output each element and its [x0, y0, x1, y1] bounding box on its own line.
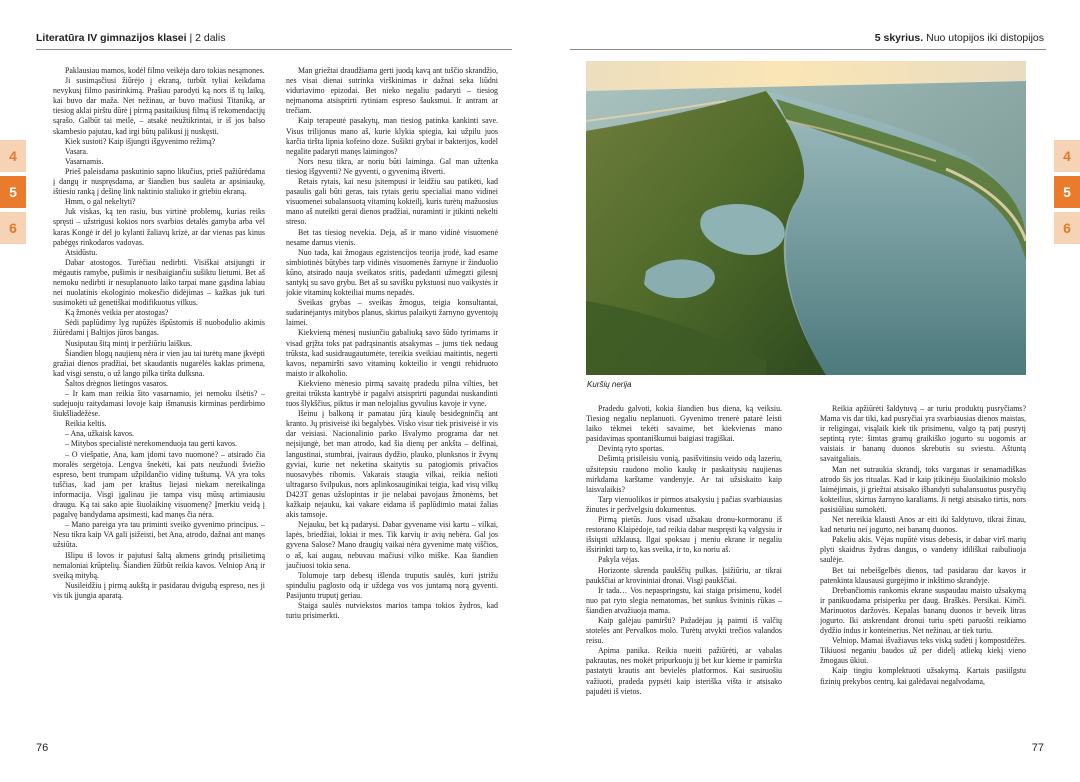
chapter-number: 5 skyrius.: [874, 32, 924, 44]
paragraph: Kaip terapeutė pasakytų, man tiesiog patinka kankinti save. Visus trilijonus mano aš, kurie klykia spiegia, kai užpilu juos karčia tiršta lipnia kofeino doze. Sušikti grybai ir bakterijos, kodėl negalite padaryti manęs laimingos?: [286, 116, 498, 156]
paragraph: Kiekvieną mėnesį nusiunčiu gabaliuką savo šūdo tyrimams ir visad grįžta toks pat padrąsinantis atsakymas – jums tiek nedaug trūksta, kad susidraugautumėte, tereikia sveikiau maitintis, negerti kavos, nepamiršti savo vitaminų kokteilio ir vengti rehidruoto maisto ir alkoholio.: [286, 328, 498, 378]
chapter-tab-5[interactable]: 5: [0, 176, 26, 208]
paragraph: Reikia apžiūrėti šaldytuvą – ar turiu produktų pusryčiams? Mama vis dar tiki, kad pusryčiai yra svarbiausias dienos maistas, ir religingai, visąlaik kiek tik prisimenu, valgo tą patį pusrytį septintą ryte: šimtas gramų graikiško jogurto su uogomis ar vaisiais ir bananų duonos skrebutis su sviestu. Aštuntą savaitgaliais.: [820, 404, 1026, 464]
paragraph: Šiandien blogų naujienų nėra ir vien jau tai turėtų mane įkvėpti gražiai dienos pradžiai, bet skaudantis nugarėlės kaklas primena, kad visgi senstu, o už lango pilka tiršta dulksna.: [53, 348, 265, 378]
paragraph: Juk viskas, ką ten rasiu, bus virtinė problemų, kurias reiks spręsti – užstrigusi kokios nors svarbios detalės gamyba arba vėl karas Kongė ir dėl jo kylanti žaliavų krizė, ar dar vienas pas kinus pabėgęs rinkodaros vadovas.: [53, 207, 265, 247]
paragraph: Pakeliu akis. Vėjas nupūtė visus debesis, ir dabar virš marių plyti skaidrus žydras dangus, o vandeny idiliškai raibuliuoja saulėje.: [820, 535, 1026, 565]
text-column-3: [586, 404, 782, 730]
paragraph: Velniop. Mamai išvažiavus teks viską sudėti į kompostdėžes. Tikiuosi neganiu baudos už per didelį atliekų kiekį vieno žmogaus ūkiui.: [820, 636, 1026, 666]
left-running-header: [36, 32, 225, 48]
paragraph: – Mitybos specialistė nerekomenduoja tau gerti kavos.: [65, 439, 238, 449]
paragraph: Retais rytais, kai nesu įsitempusi ir leidžiu sau patikėti, kad pasaulis gali būti geras, tais rytais geriu specialiai mano vidinei visuomenei subalansuotą vitaminų kokteilį, kuris turėtų mažuosius mano aš nuteikti gerai dienos pradžiai, nuraminti ir įtikinti nekelti streso.: [286, 177, 498, 227]
paragraph: Atsidūstu.: [65, 247, 98, 257]
chapter-tab-5[interactable]: 5: [1054, 176, 1080, 208]
paragraph: Nusileidžiu į pirmą aukštą ir pasidarau dvigubą espreso, nes ji vis tik įjungia aparatą.: [53, 580, 265, 600]
paragraph: Nuo tada, kai žmogaus egzistencijos teorija įrodė, kad esame simbiotinės būtybės tarp vidinės visuomenės žarnyne ir žinduolio kūno, atsirado nauja sveikatos sritis, padedanti užmegzti gilesnį santykį su savo grybu. Bet aš su savišku pykstuosi nuo vaikystės ir jokie vitaminų kokteiliai mums nepadės.: [286, 247, 498, 298]
paragraph: Horizonte skrenda paukščių pulkas. Įsižiūriu, ar tikrai paukščiai ar krovininiai dronai. Visgi paukščiai.: [586, 565, 782, 585]
paragraph: – Mano pareiga yra tau priminti sveiko gyvenimo principus. – Nesu tikra kaip VA gali įsižeisti, bet Ana, atrodo, dažnai ant manęs užsiūta.: [53, 520, 265, 550]
book-title: Literatūra IV gimnazijos klasei: [36, 32, 187, 44]
paragraph: Ji susimąsčiusi žiūrėjo į ekraną, turbūt tyliai keikdama nevykusį filmo pasirinkimą. Prašiau parodyti ką nors iš tų laikų, kai buvo dar maža. Net nežinau, ar buvo mačiusi Titaniką, ar tiesiog aklai pirštu dūrė į pirmą pasitaikiusį filmą iš rekomendacijų sąrašo. Galbūt tai meilė, – atsakė neužtikrintai, ir iš jos balso skambesio pajutau, kad irgi būtų palikusi jį nuskęsti.: [53, 76, 265, 136]
paragraph: Staiga saulės nutviekstos marios tampa tokios žydros, kad turiu prisimerkti.: [286, 600, 498, 621]
paragraph: – Ir kam man reikia šito vasarnamio, jei nemoku ilsėtis? – sudejuoju raitydamasi lovoje kaip išmanusis kirminas perdirbimo šiukšliadėžėse.: [53, 389, 265, 419]
paragraph: Nejauku, bet ką padarysi. Dabar gyvename visi kartu – vilkai, lapės, briedžiai, lokiai ir mes. Tik karvių ir avių nebėra. Gal jos gyvena Salose? Mano draugių vaikai nėra gyvenime matę viščios, o aš, kai augau, nebuvau mačiusi vilko miške. Kaa šiandien jaučiuosi tokia sena.: [286, 520, 498, 570]
chapter-tabs-left: [0, 140, 26, 248]
paragraph: Devintą ryto sportas.: [598, 444, 664, 454]
paragraph: Pirmą pietūs. Juos visad užsakau dronu-kormoranu iš restorano Klaipėdoje, tad reikia dabar nuspręsti ką valgysiu ir išsiųsti užklausą. Ilgai spoksau į meniu ekrane ir negaliu išsirinkti tarp to, kas sveika, ir to, ko noriu aš.: [586, 515, 782, 555]
paragraph: Bet tai nebeišgelbės dienos, tad pasidarau dar kavos ir patenkinta klausausi gurgėjimo ir inkštimo skrandyje.: [820, 565, 1026, 585]
paragraph: Ir tada… Vos nepaspringstu, kai staiga prisimenu, kodėl nuo pat ryto slegia nematomas, bet sunkus švininis rūkas – šiandien atvažiuoja mama.: [586, 585, 782, 615]
chapter-tab-6[interactable]: 6: [0, 212, 26, 244]
paragraph: Sveikas grybas – sveikas žmogus, teigia konsultantai, sudarinėjantys mitybos planus, skirtus palaikyti žarnyno gyventojų laimei.: [286, 298, 498, 328]
header-rule-right: [570, 49, 1046, 50]
paragraph: Prieš paleisdama paskutinio sapno likučius, prieš pažiūrėdama į dangų ir nuspręsdama, ar šiandien bus saulėta ar apsiniaukę, ištiesiu ranką į dešinę link naktinio staliuko ir griebiu ekraną.: [53, 166, 265, 197]
paragraph: Kaip galėjau pamiršti? Pažadėjau ją paimti iš valčių stotelės ant Pervalkos molo. Turėtų atvykti trečios valandos reisu.: [586, 615, 782, 646]
curonian-spit-photo: [586, 61, 1026, 375]
text-column-2: [286, 66, 498, 731]
paragraph: Apima panika. Reikia nueiti pažiūrėti, ar vabalas pakrautas, nes mokėt pripurkuoju jį bet kur kieme ir pamiršta pastatyti krautis ant bevielės platformos. Kai susiruošiu važiuoti, pradeda pypsėti kaip isteriška višta ir atsisako pajudėti iš vietos.: [586, 646, 782, 696]
chapter-tabs-right: [1054, 140, 1080, 248]
paragraph: Išeinu į balkoną ir pamatau jūrą kiaulę besidegninčią ant kranto. Jų prisiveisė iki begalybės. Visko visur tiek prisiveisė ir vis dar veisiasi. Nacionalinio parko Išvalymo programa dar net neįsijungė, bet man atrodo, kad šia dienų per ankšta – delfinai, langustinai, stumbrai, įvairaus dydžio, plauko, plunksnos ir žvynų gyviai, kurie net neketina skaitytis su patogiomis privačios nuosavybės ribomis. Vakarais staugia vilkai, reikia nešioti ultragarso švilpukus, nors aplinkosauginikai teigia, kad visų vilkų D423T genas užslopintas ir jie nelabai pavojaus žmonėms, bet kažkaip nejauku, kai vakare eidama iš paplūdimio matai žalias akis tamsoje.: [286, 409, 498, 520]
paragraph: Pakyla vėjas.: [598, 555, 640, 565]
page-number-right: 77: [1031, 742, 1044, 754]
paragraph: Vasarnamis.: [65, 156, 104, 166]
paragraph: Tolumoje tarp debesų išlenda truputis saulės, kuri įstrižu spinduliu paglosto odą ir uždega vos vos juntamą norą gyventi. Pasijuntu truputį geriau.: [286, 570, 498, 600]
paragraph: – Ana, užkaisk kavos.: [65, 429, 135, 439]
text-column-1: [53, 66, 265, 731]
paragraph: Išlipu iš lovos ir pajutusi šaltą akmens grindų prisilietimą nemaloniai krūptelių. Šiandien žūtbūt reikia kavos. Velniop Aną ir sveiką mitybą.: [53, 550, 265, 580]
paragraph: Kiekvieno mėnesio pirmą savaitę pradedu pilna vilties, bet greitai trūksta kantrybė ir pagalvi atsisprirti pagundai nuskandinti tuos šlykščius, piktus ir man nelojalius gyvulius kavoje ir vyne.: [286, 378, 498, 409]
chapter-tab-4[interactable]: 4: [1054, 140, 1080, 172]
right-running-header: [875, 32, 1044, 48]
paragraph: Reikia keltis.: [65, 419, 107, 429]
paragraph: Kaip tingiu komplektuoti užsakymą. Kartais pasiilgstu fizinių prekybos centrų, kai galėdavai negalvodama,: [820, 666, 1026, 686]
paragraph: Kiek sustoti? Kaip išjungti išgyvenimo režimą?: [65, 136, 216, 146]
paragraph: Man griežtai draudžiama gerti juodą kavą ant tuščio skrandžio, nes visai dienai sutrinka virškinimas ir dažnai seka liūdni viduriavimo epizodai. Bet nieko negaliu padaryti – tiesiog nejmanoma atsisprirti rytiniam espreso šauksmui. Ir antram ar trečiam.: [286, 66, 498, 116]
photo-caption: Kuršių nerija: [587, 380, 632, 389]
chapter-tab-4[interactable]: 4: [0, 140, 26, 172]
paragraph: Dešimtą prisileisiu vonią, pasišvitinsiu veido odą lazeriu, užsitepsiu raudono molio kaukę ir paskaitysiu naujienas mirkdama karštame vandenyje. Ar tai užsiskaito kaip laisvalaikis?: [586, 454, 782, 494]
paragraph: Paklausiau mamos, kodėl filmo veikėja daro tokias nesąmones.: [65, 66, 265, 75]
paragraph: Vasara.: [65, 146, 89, 156]
paragraph: Man net sutraukia skrandį, toks varganas ir senamadiškas atrodo šis jos ritualas. Kad ir kaip įtikinėju šiuolaikinio mokslo laimėjimais, ji griežtai atsisako išbandyti subalansuotus pusryčių kokteilius, skirtus žarnyno karaliams. Ji netgi atsisako tirtis, nors pasisiūliau sumokėti.: [820, 464, 1026, 514]
book-part: | 2 dalis: [186, 32, 226, 44]
chapter-tab-6[interactable]: 6: [1054, 212, 1080, 244]
paragraph: Net nereikia klausti Anos ar eiti iki šaldytuvo, tikrai žinau, kad neturiu nei jogurto, nei bananų duonos.: [820, 515, 1026, 535]
paragraph: Pradedu galvoti, kokia šiandien bus diena, ką veiksiu. Tiesiog negaliu neplanuoti. Gyvenimo trenerė patarė leisti laiko tėkmei tekėti savaime, bet kiekvienas mano pasidavimas spontaniškumui baigiasi tragiškai.: [586, 404, 782, 444]
paragraph: Drebančiomis rankomis ekrane suspaudau maisto užsakymą ir panikuodama prisiperku per daug. Braškės. Persikai. Kimči. Marinuotos daržovės. Kepalas bananų duonos ir beveik litras jogurto. Iki atskrendant dronui turiu spėti paruošti reikiamo dydžio indus ir konteinerius. Net nežinau, ar tiek turiu.: [820, 585, 1026, 636]
text-column-4: [820, 404, 1026, 730]
paragraph: Nors nesu tikra, ar noriu būti laiminga. Gal man užtenka tiesiog išgyventi? Ne gyventi, o gyvenimą ištverti.: [286, 156, 498, 176]
paragraph: Hmm, o gal nekeltyti?: [65, 197, 136, 207]
paragraph: Ką žmonės veikia per atostogas?: [65, 308, 169, 318]
paragraph: Nusiputau šitą mintį ir peržiūriu laiškus.: [65, 338, 193, 348]
header-rule-left: [36, 49, 512, 50]
paragraph: Bet tas tiesiog nevekia. Deja, aš ir mano vidinė visuomenė nesame darnus vienis.: [286, 227, 498, 247]
page-number-left: 76: [36, 742, 49, 754]
paragraph: Tarp vienuolikos ir pirmos atsakysiu į pačias svarbiausias žinutes ir peržvelgsiu dokumentus.: [586, 494, 782, 514]
paragraph: Dabar atostogos. Turėčiau nedirbti. Visiškai atsijungti ir mėgautis ramybe, pušimis ir nesibaigiančiu sušiktu lietumi. Bet aš nemoku nedirbti ir nesuplanuoto laiko tarpai mane gąsdina labiau nei nuolatinis ekologinio mokesčio didėjimas – kažkas juk turi susimokėti už genetiškai modifikuotus vilkus.: [53, 257, 265, 308]
paragraph: – O viešpatie, Ana, kam įdomi tavo nuomonė? – atsirado čia moralės sergėtoja. Lengva šnekėti, kai pats neužuodi šviežio espreso, bent trumpam užpildančio vidinę tuštumą. VA yra toks tuščias, kad jam per kraštus liejasi niekam nereikalinga informacija. Visgi įgalinau jie tampa visų mūsų artimiausiu draugu. Ką tai sako apie šiuolaikinę visuomenę? Įmerkiu veidą į pagalvę bandydama apsimesti, kad manęs čia nėra.: [53, 449, 265, 520]
paragraph: Sėdi paplūdimy lyg rupūžės išpūstomis iš nuobodulio akimis žiūrėdami į Baltijos jūros bangas.: [53, 318, 265, 338]
paragraph: Šaltos drėgnos lietingos vasaros.: [65, 378, 169, 388]
chapter-title: Nuo utopijos iki distopijos: [923, 32, 1044, 44]
